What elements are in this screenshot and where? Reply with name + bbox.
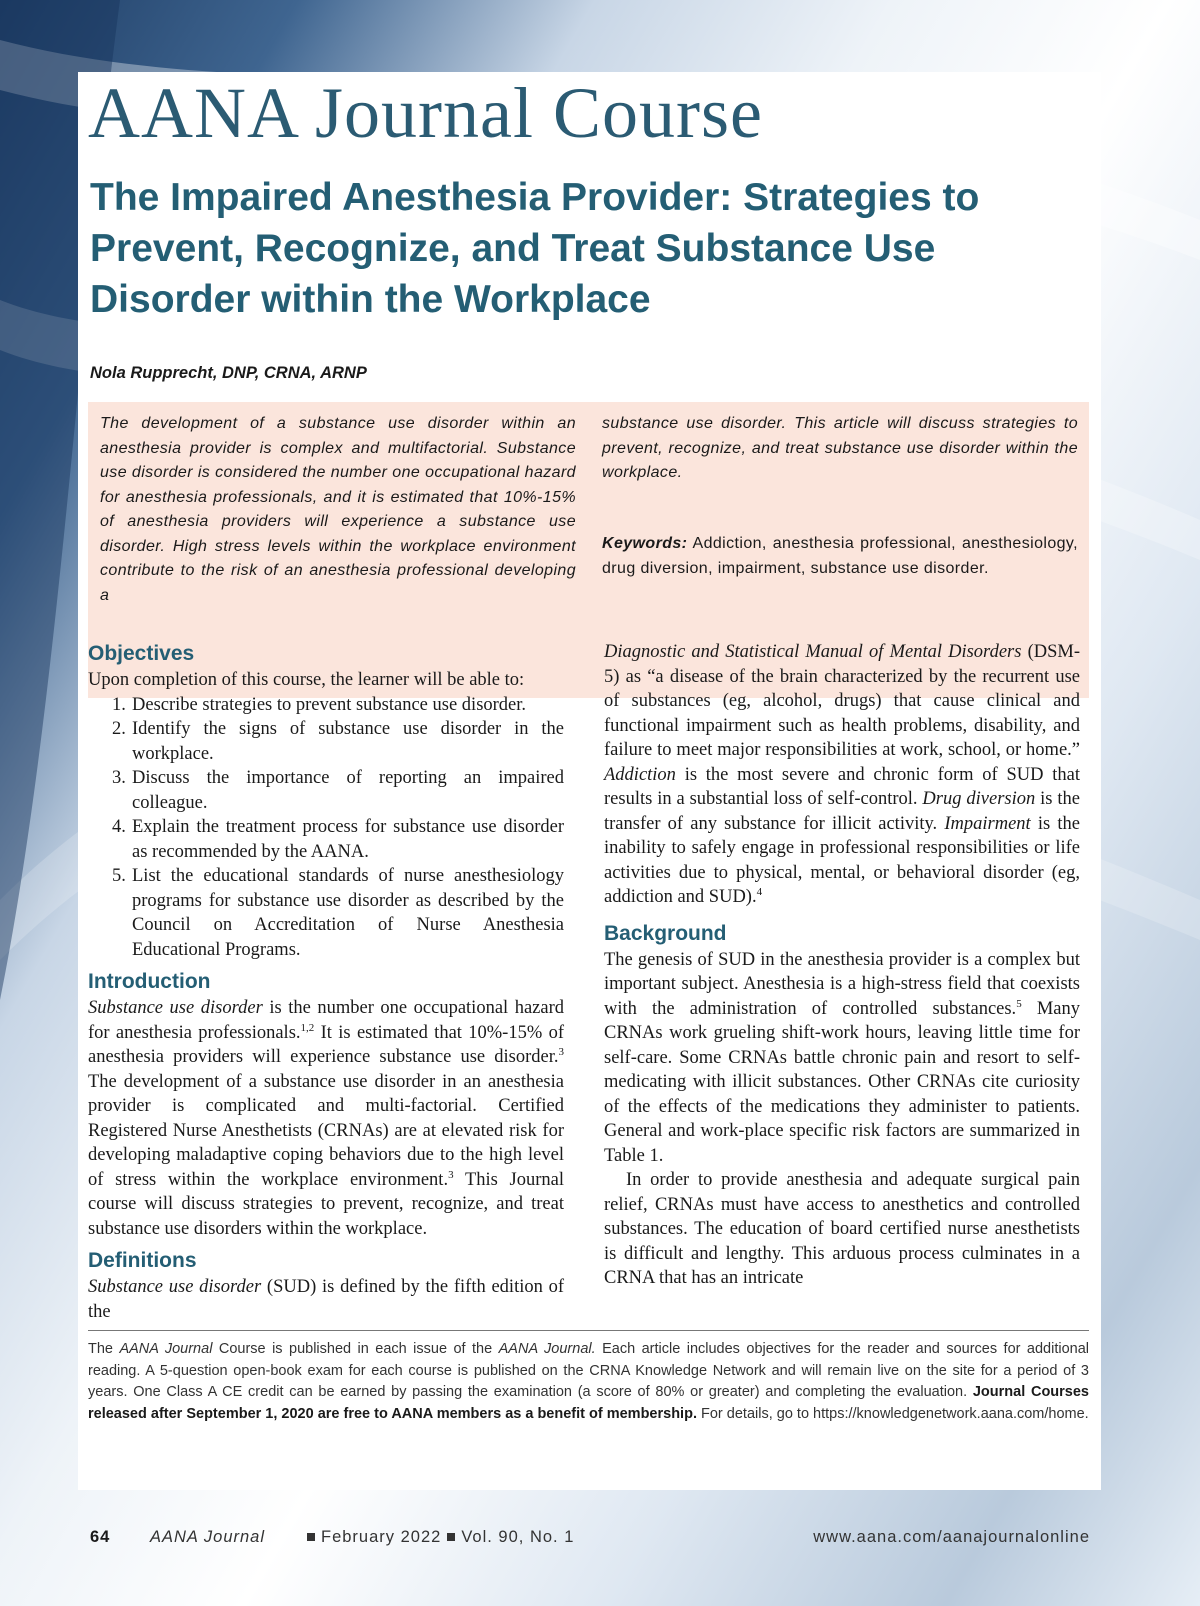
intro-term: Substance use disorder xyxy=(88,998,263,1018)
introduction-heading: Introduction xyxy=(88,970,211,993)
objective-number: 1. xyxy=(112,694,126,715)
page-number: 64 xyxy=(90,1528,111,1546)
objective-number: 5. xyxy=(112,866,126,886)
keywords xyxy=(602,532,1078,581)
intro-text-4: This Journal course will discuss strategies to prevent, recognize, and treat substance use disorders within the workplace. xyxy=(88,1169,564,1239)
objective-text: Identify the signs of substance use disorder in the workplace. xyxy=(132,719,564,764)
objective-text: Describe strategies to prevent substance use disorder. xyxy=(132,694,527,715)
objectives-list xyxy=(88,693,564,963)
objective-number: 4. xyxy=(112,817,126,837)
definition-term: Substance use disorder xyxy=(88,1277,262,1297)
footer-url[interactable]: www.aana.com/aanajournalonline xyxy=(813,1528,1090,1546)
background-heading: Background xyxy=(604,921,727,945)
square-bullet-icon xyxy=(307,1533,315,1541)
journal-name: AANA Journal xyxy=(119,1341,213,1357)
footer-issue xyxy=(301,1528,574,1547)
dsm-title: Diagnostic and Statistical Manual of Mental Disorders xyxy=(604,642,1022,662)
definitions-text-1: (SUD) is defined by the fifth edition of the xyxy=(88,1277,564,1322)
introduction-paragraph xyxy=(88,996,564,1241)
abstract-left: The development of a substance use disorder within an anesthesia provider is complex and multifactorial. Substance use disorder is considered the number one occupational hazard for anesthesia professionals, and it is estimated that 10%-15% of anesthesia providers will experience a substance use disorder. High stress levels within the workplace environment contribute to the risk of an anesthesia professional developing a xyxy=(100,415,576,604)
notice-text-4: For details, go to https://knowledgenetwork.aana.com/home. xyxy=(696,1405,1089,1422)
citation: 5 xyxy=(1016,997,1022,1010)
abstract-right: substance use disorder. This article will discuss strategies to prevent, recognize, and treat substance use disorder within the workplace. xyxy=(602,415,1078,481)
page-footer xyxy=(90,1528,1090,1552)
notice-text-1: The xyxy=(88,1341,120,1357)
keywords-label: Keywords: xyxy=(602,535,688,552)
background-paragraph-2: In order to provide anesthesia and adequate surgical pain relief, CRNAs must have access to anesthetics and controlled substances. The education of board certified nurse anesthetists is difficult and lengthy. This arduous process culminates in a CRNA that has an intricate xyxy=(604,1170,1080,1288)
objective-number: 2. xyxy=(112,719,126,739)
objective-text: Explain the treatment process for substance use disorder as recommended by the AANA. xyxy=(132,817,564,862)
background-text-1a: The genesis of SUD in the anesthesia provider is a complex but important subject. Anesthesia is a high-stress field that coexists with the administration of controlled substances. xyxy=(604,949,1080,1019)
intro-text-2: It is estimated that 10%-15% of anesthesia providers will experience substance use disorder. xyxy=(88,1022,564,1067)
notice-bold: Journal Courses released after September 1, 2020 are free to AANA members as a benefit of membership. xyxy=(88,1384,1089,1422)
definitions-paragraph-cont xyxy=(604,640,1080,910)
objective-item xyxy=(88,693,564,718)
citation: 3 xyxy=(558,1045,564,1058)
background-text-1b: Many CRNAs work grueling shift-work hours, leaving little time for self-care. Some CRNAs battle chronic pain and resort to self-medicating with illicit substances. Other CRNAs cite curiosity of the effects of the medications they administer to patients. General and work-place specific risk factors are summarized in Table 1. xyxy=(604,998,1080,1166)
citation: 1,2 xyxy=(300,1021,315,1034)
footer-date: February 2022 xyxy=(321,1528,442,1546)
footer-volume: Vol. 90, No. 1 xyxy=(461,1528,575,1546)
journal-name: AANA Journal. xyxy=(498,1341,596,1357)
course-notice xyxy=(88,1330,1089,1425)
definitions-text-3: is the most severe and chronic form of SUD that results in a substantial loss of self-control. xyxy=(604,764,1080,809)
definitions-text-2: (DSM-5) as “a disease of the brain characterized by the recurrent use of substances (eg, alcohol, drugs) that cause clinical and functional impairment such as health problems, disability, and failure to meet major responsibilities at work, school, or home.” xyxy=(604,642,1080,760)
keywords-list: Addiction, anesthesia professional, anesthesiology, drug diversion, impairment, substance use disorder. xyxy=(602,535,1078,577)
intro-text-3: The development of a substance use disorder in an anesthesia provider is complicated and multi-factorial. Certified Registered Nurse Anesthetists (CRNAs) are at elevated risk for developing maladaptive coping behaviors due to the high level of stress within the workplace environment. xyxy=(88,1071,564,1190)
square-bullet-icon xyxy=(447,1533,455,1541)
intro-text-1: is the number one occupational hazard for anesthesia professionals. xyxy=(88,998,564,1043)
objective-item xyxy=(88,717,564,766)
course-title: AANA Journal Course xyxy=(88,73,763,153)
article-title: The Impaired Anesthesia Provider: Strategies to Prevent, Recognize, and Treat Substance Use Disorder within the Workplace xyxy=(90,176,980,321)
column-left xyxy=(88,640,564,1324)
definitions-text-4: is the transfer of any substance for illicit activity. xyxy=(604,789,1080,834)
objectives-heading: Objectives xyxy=(88,642,195,665)
column-right xyxy=(604,640,1080,1291)
author-byline: Nola Rupprecht, DNP, CRNA, ARNP xyxy=(90,364,367,382)
citation: 3 xyxy=(448,1168,454,1181)
objective-item xyxy=(88,766,564,815)
definition-term: Addiction xyxy=(604,764,676,785)
definitions-heading: Definitions xyxy=(88,1249,197,1272)
article-sheet xyxy=(78,72,1101,1490)
definition-term: Impairment xyxy=(944,813,1031,834)
footer-journal: AANA Journal xyxy=(150,1528,266,1546)
background-paragraph-1 xyxy=(604,948,1080,1169)
objective-text: List the educational standards of nurse anesthesiology programs for substance use disorder as described by the Council on Accreditation of Nurse Anesthesia Educational Programs. xyxy=(132,866,564,960)
definition-term: Drug diversion xyxy=(922,789,1036,809)
definitions-text-5: is the inability to safely engage in professional responsibilities or life activities due to physical, mental, or behavioral disorder (eg, addiction and SUD). xyxy=(604,813,1080,907)
objective-text: Discuss the importance of reporting an impaired colleague. xyxy=(132,768,564,813)
objective-number: 3. xyxy=(112,768,126,788)
definitions-paragraph-start xyxy=(88,1275,564,1324)
notice-text-3: Each article includes objectives for the reader and sources for additional reading. A 5-question open-book exam for each course is published on the CRNA Knowledge Network and will remain live on the site for a period of 3 years. One Class A CE credit can be earned by passing the examination (a score of 80% or greater) and completing the evaluation. xyxy=(88,1341,1090,1400)
citation: 4 xyxy=(756,885,763,898)
notice-text-2: Course is published in each issue of the xyxy=(212,1341,499,1357)
objective-item xyxy=(88,815,564,864)
objective-item xyxy=(88,864,564,962)
objectives-intro: Upon completion of this course, the learner will be able to: xyxy=(88,670,525,690)
